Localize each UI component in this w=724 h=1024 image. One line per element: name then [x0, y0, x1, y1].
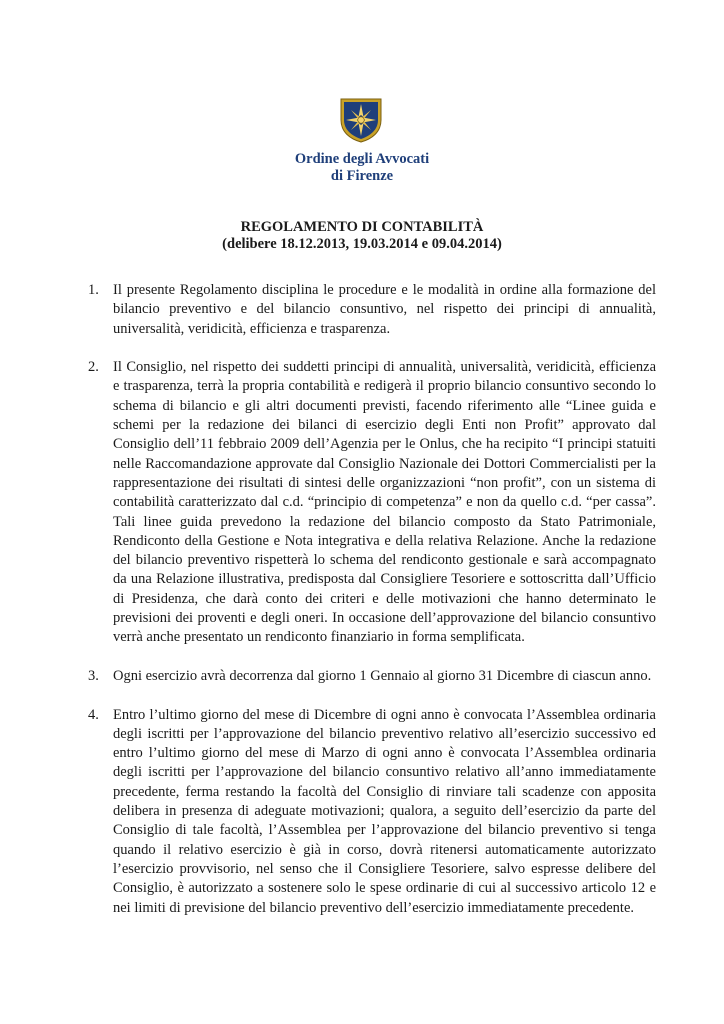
item-number: 2.	[88, 359, 99, 376]
list-item	[88, 358, 656, 647]
list-item	[88, 667, 656, 686]
item-text: Il Consiglio, nel rispetto dei suddetti principi di annualità, universalità, veridicità, efficienza e trasparenza, terrà la propria contabilità e redigerà il proprio bilancio consuntivo secondo lo schema di bilancio e gli altri documenti previsti, facendo riferimento alle “Linee guida e schemi per la redazione dei bilanci di esercizio degli Enti non Profit” approvato dal Consiglio dell’11 febbraio 2009 dell’Agenzia per le Onlus, che ha recipito “I principi statuiti nelle Raccomandazione approvate dal Consiglio Nazionale dei Dottori Commercialisti per la rappresentazione dei risultati di sintesi delle organizzazioni “non profit”, con un sistema di contabilità caratterizzato dal c.d. “principio di competenza” e non da quello c.d. “per cassa”. Tali linee guida prevedono la redazione del bilancio composto da Stato Patrimoniale, Rendiconto della Gestione e Nota integrativa e della relativa Relazione. Anche la redazione del bilancio preventivo rispetterà lo schema del rendiconto gestionale e sarà accompagnato da una Relazione illustrativa, predisposta dal Consigliere Tesoriere e sottoscritta dall’Ufficio di Presidenza, che darà conto dei criteri e delle motivazioni che hanno determinato le previsioni dei proventi e degli oneri. In occasione dell’approvazione del bilancio consuntivo verrà anche presentato un rendiconto finanziario in forma semplificata.	[113, 359, 656, 646]
document-title: REGOLAMENTO DI CONTABILITÀ	[240, 219, 484, 235]
list-item	[88, 281, 656, 339]
item-text: Entro l’ultimo giorno del mese di Dicembre di ogni anno è convocata l’Assemblea ordinaria degli iscritti per l’approvazione del bilancio preventivo relativo all’esercizio successivo ed entro l’ultimo giorno del mese di Marzo di ogni anno è convocata l’Assemblea ordinaria degli iscritti per l’approvazione del bilancio consuntivo relativo all’anno immediatamente precedente, ferma restando la facoltà del Consiglio di rinviare tali scadenze con apposita delibera in presenza di adeguate motivazioni; qualora, a seguito dell’esercizio da parte del Consiglio di tale facoltà, l’Assemblea per l’approvazione del bilancio preventivo si tenga quando il relativo esercizio è già in corso, dovrà ritenersi automaticamente autorizzato l’esercizio provvisorio, nel senso che il Consigliere Tesoriere, salvo espresse delibere del Consiglio, è autorizzato a sostenere solo le spese ordinarie di cui al successivo articolo 12 e nei limiti di previsione del bilancio preventivo dell’esercizio immediatamente precedente.	[113, 706, 656, 916]
org-name-line2: di Firenze	[330, 168, 394, 184]
compass-star-shield-icon	[338, 96, 384, 144]
org-name-line1: Ordine degli Avvocati	[294, 151, 430, 167]
item-text: Ogni esercizio avrà decorrenza dal giorno 1 Gennaio al giorno 31 Dicembre di ciascun anno.	[113, 667, 652, 684]
list-item	[88, 706, 656, 918]
item-number: 3.	[88, 667, 99, 684]
document-subtitle: (delibere 18.12.2013, 19.03.2014 e 09.04.2014)	[222, 236, 502, 252]
item-number: 1.	[88, 282, 99, 298]
item-text: Il presente Regolamento disciplina le procedure e le modalità in ordine alla formazione del bilancio preventivo e del bilancio consuntivo, nel rispetto dei principi di annualità, universalità, veridicità, efficienza e trasparenza.	[113, 282, 656, 337]
regulation-list	[88, 281, 656, 937]
item-number: 4.	[88, 706, 99, 723]
